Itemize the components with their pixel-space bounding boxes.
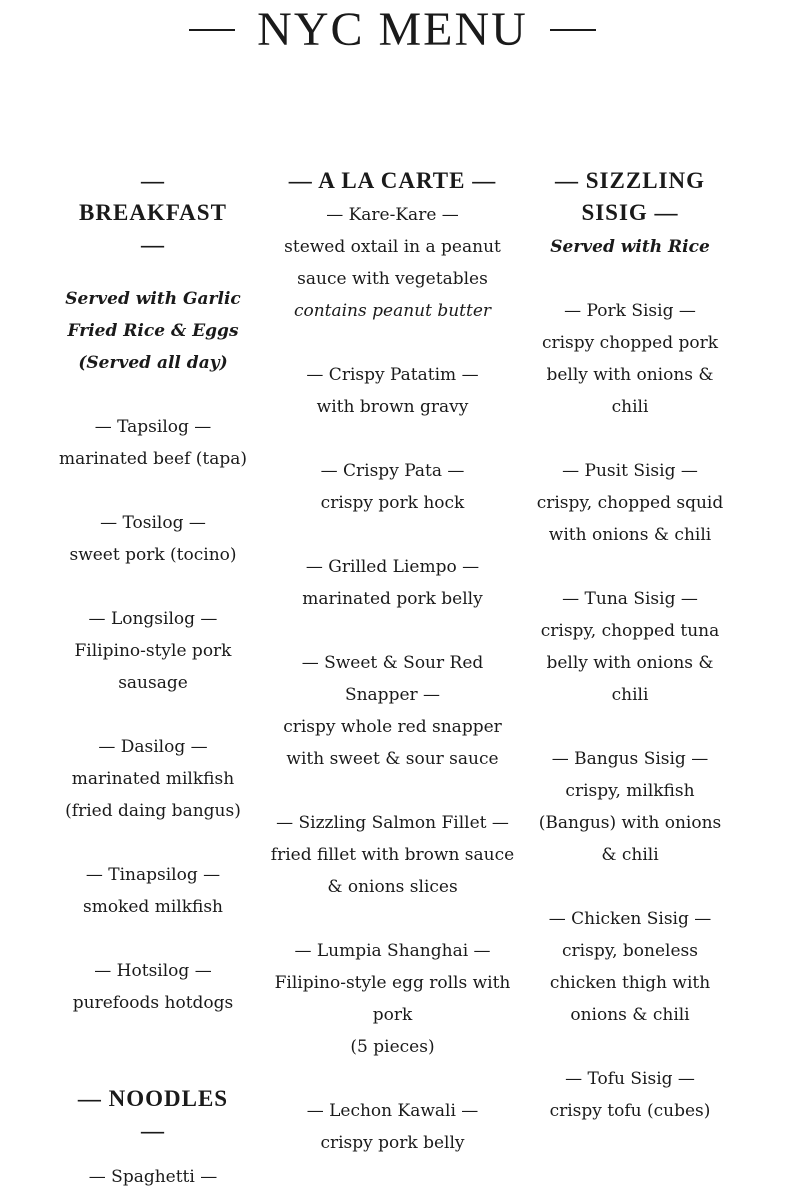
menu-title-text: NYC MENU [257,3,528,56]
menu-item-desc: marinated milkfish (fried daing bangus) [65,769,241,821]
menu-item-name: — Lumpia Shanghai — [294,941,491,961]
noodles-heading-text: — NOODLES [77,1086,229,1111]
breakfast-heading-dash-top: — [141,168,165,193]
menu-item-name: — Tosilog — [100,513,206,533]
menu-item-desc: purefoods hotdogs [72,993,234,1013]
menu-item-desc: stewed oxtail in a peanut sauce with vegetables [284,237,501,289]
breakfast-heading [58,165,248,261]
menu-item-desc: crispy pork hock [320,493,465,513]
menu-item-desc: crispy, chopped squid with onions & chili [536,493,724,545]
menu-item-desc: fried fillet with brown sauce & onions slices [270,845,515,897]
menu-item-desc: crispy, boneless chicken thigh with onions & chili [549,941,711,1025]
menu-item-name: — Tapsilog — [94,417,212,437]
menu-item-name: — Lechon Kawali — [306,1101,479,1121]
menu-item-desc: smoked milkfish [82,897,224,917]
title-left-dash [189,29,235,31]
breakfast-column [58,165,248,1193]
menu-item-desc: Filipino-style pork sausage [74,641,232,693]
menu-item-name: — Kare-Kare — [326,205,459,225]
menu-item-desc: Filipino-style egg rolls with pork [274,973,511,1025]
menu-item-desc: marinated pork belly [302,589,483,609]
alacarte-column [270,165,515,1159]
menu-item-note: contains peanut butter [293,301,492,321]
menu-item-desc: with brown gravy [316,397,469,417]
menu-item-name: — Hotsilog — [94,961,212,981]
menu-item-name: — Pusit Sisig — [562,461,698,481]
menu-item-name: — Tuna Sisig — [562,589,698,609]
sisig-column [536,165,724,1127]
menu-item-desc: crispy chopped pork belly with onions & chili [541,333,719,417]
menu-item-name: — Sweet & Sour Red Snapper — [301,653,484,705]
menu-item-extra: (5 pieces) [350,1037,435,1057]
menu-item-name: — Crispy Patatim — [306,365,479,385]
sisig-note: Served with Rice [550,237,710,257]
sisig-heading: — SIZZLING SISIG — [555,168,705,225]
menu-item-desc: crispy, chopped tuna belly with onions & chili [540,621,720,705]
breakfast-heading-dash-bottom: — [141,232,165,257]
menu-item-desc: marinated beef (tapa) [58,449,248,469]
menu-item-name: — Tinapsilog — [85,865,221,885]
menu-item-name: — Tofu Sisig — [565,1069,695,1089]
alacarte-heading: — A LA CARTE — [288,168,497,193]
noodles-heading [58,1083,248,1147]
noodles-heading-dash: — [141,1118,165,1143]
breakfast-heading-text: BREAKFAST [79,200,227,225]
menu-item-desc: crispy tofu (cubes) [549,1101,711,1121]
menu-item-name: — Spaghetti — [88,1167,218,1187]
menu-item-desc: crispy, milkfish (Bangus) with onions & chili [538,781,722,865]
breakfast-note: Served with Garlic Fried Rice & Eggs (Served all day) [65,289,241,373]
menu-item-name: — Sizzling Salmon Fillet — [276,813,509,833]
menu-item-desc: sweet pork (tocino) [69,545,237,565]
menu-item-name: — Pork Sisig — [564,301,696,321]
menu-item-desc: crispy pork belly [320,1133,465,1153]
menu-item-name: — Dasilog — [98,737,208,757]
menu-item-name: — Grilled Liempo — [305,557,480,577]
menu-item-name: — Bangus Sisig — [551,749,709,769]
title-right-dash [550,29,596,31]
menu-item-name: — Longsilog — [88,609,218,629]
menu-item-name: — Crispy Pata — [320,461,465,481]
menu-item-name: — Chicken Sisig — [548,909,712,929]
menu-title [0,0,785,60]
menu-item-desc: crispy whole red snapper with sweet & sour sauce [283,717,502,769]
